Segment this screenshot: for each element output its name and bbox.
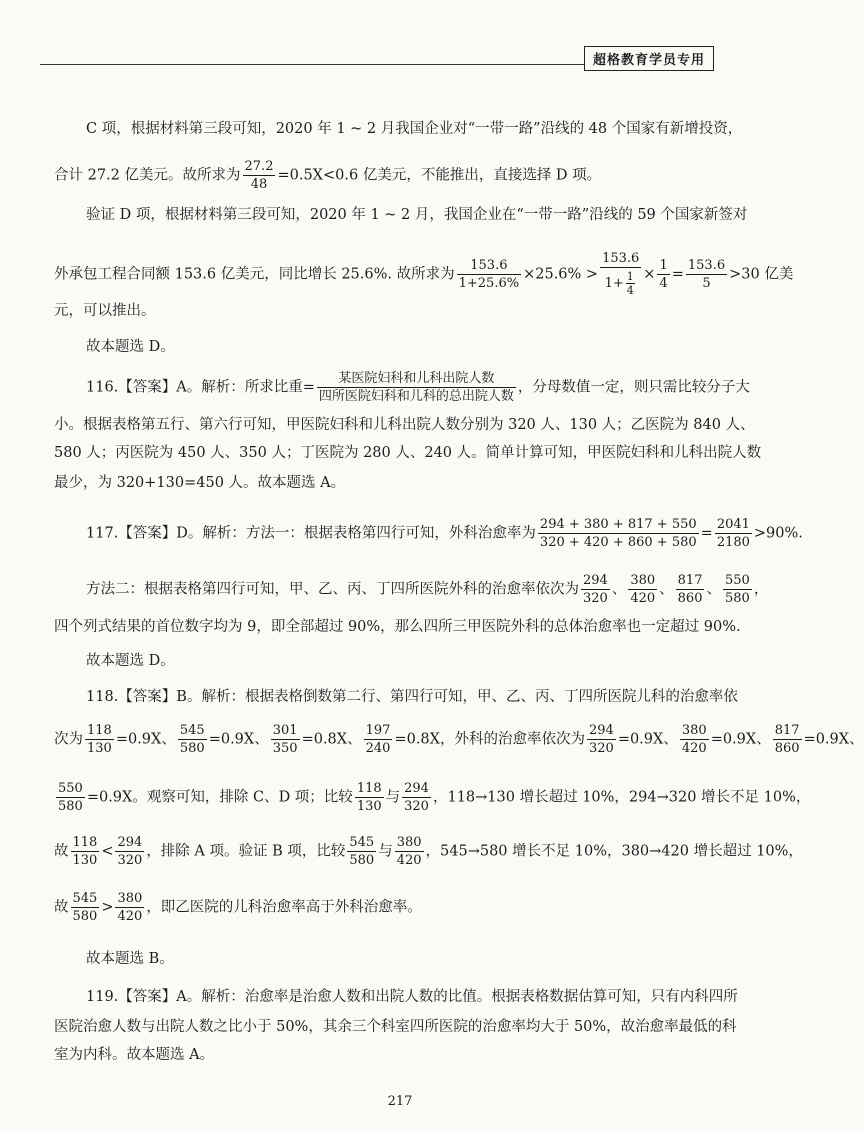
fraction: $\frac{153.6}{5}$ bbox=[687, 258, 726, 291]
paragraph-line: 580 人；丙医院为 450 人、350 人；丁医院为 280 人、240 人。简单计算可知，甲医院妇科和儿科出院人数 bbox=[54, 445, 762, 461]
paragraph-line: $\frac{550}{580}$ =0.9X。观察可知，排除 C、D 项；比较 $\frac{118}{130}$ 与 $\frac{294}{320}$ ，118→130 增长超过 10%，294→320 增长不足 10%， bbox=[58, 781, 811, 814]
paragraph-line: 故本题选 B。 bbox=[86, 951, 174, 967]
paragraph-line: 最少，为 320+130=450 人。故本题选 A。 bbox=[54, 475, 346, 491]
paragraph-line: 故 $\frac{118}{130}$ < $\frac{294}{320}$ ，排除 A 项。验证 B 项，比较 $\frac{545}{580}$ 与 $\frac{380}{420}$ ，545→580 增长不足 10%，380→420 增长超过 10%， bbox=[54, 835, 803, 868]
paragraph-line: 元，可以推出。 bbox=[54, 303, 156, 319]
answer-118: 118.【答案】B。解析：根据表格倒数第二行、第四行可知，甲、乙、丙、丁四所医院儿科的治愈率依 bbox=[86, 689, 738, 705]
header-badge: 超格教育学员专用 bbox=[584, 46, 714, 71]
fraction: $\frac{27.2}{48}$ bbox=[244, 159, 274, 192]
paragraph-line: C 项，根据材料第三段可知，2020 年 1 ~ 2 月我国企业对“一带一路”沿线的 48 个国家有新增投资， bbox=[86, 121, 743, 137]
paragraph-line: 故本题选 D。 bbox=[86, 339, 175, 355]
fraction: $\frac{2041}{2180}$ bbox=[716, 517, 750, 550]
paragraph-line: 故本题选 D。 bbox=[86, 653, 175, 669]
paragraph-line: 医院治愈人数与出院人数之比小于 50%，其余三个科室四所医院的治愈率均大于 50%，故治愈率最低的科 bbox=[54, 1019, 737, 1035]
fraction: $\frac{1}{4}$ bbox=[659, 258, 668, 291]
answer-119: 119.【答案】A。解析：治愈率是治愈人数和出院人数的比值。根据表格数据估算可知，只有内科四所 bbox=[86, 989, 738, 1005]
paragraph-line: 室为内科。故本题选 A。 bbox=[54, 1047, 215, 1063]
paragraph-line: 外承包工程合同额 153.6 亿美元，同比增长 25.6%. 故所求为 $\frac{153.6}{1+25.6\%}$ ×25.6% > 153.6 1+ $\frac{1}{4}$ × $\frac{1}{4}$ = $\frac{153.6}{5}$ >30 亿美 bbox=[54, 251, 794, 297]
fraction: $\frac{\text{某医院妇科和儿科出院人数}}{\text{四所医院妇科和儿科的总出院人数}}$ bbox=[318, 371, 514, 404]
paragraph-line: 四个列式结果的首位数字均为 9，即全部超过 90%，那么四所三甲医院外科的总体治愈率也一定超过 90%. bbox=[54, 619, 741, 635]
fraction: $\frac{294 + 380 + 817 + 550}{320 + 420 + 860 + 580}$ bbox=[539, 517, 697, 550]
paragraph-line: 小。根据表格第五行、第六行可知，甲医院妇科和儿科出院人数分别为 320 人、130 人；乙医院为 840 人、 bbox=[54, 417, 755, 433]
page-number: 217 bbox=[387, 1094, 413, 1109]
paragraph-line: 次为 $\frac{118}{130}$ =0.9X、 $\frac{545}{580}$ =0.9X、 $\frac{301}{350}$ =0.8X、 $\frac{197}{240}$ =0.8X，外科的治愈率依次为 $\frac{294}{320}$ =0.9X、 $\frac{380}{420}$ =0.9X、 $\frac{817}{860}$ =0.9X、 bbox=[54, 723, 864, 756]
fraction: $\frac{153.6}{1+25.6\%}$ bbox=[458, 258, 520, 291]
answer-116: 116.【答案】A。解析：所求比重= $\frac{\text{某医院妇科和儿科出院人数}}{\text{四所医院妇科和儿科的总出院人数}}$ ，分母数值一定，则只需比较分子大 bbox=[86, 371, 750, 404]
paragraph-line: 故 $\frac{545}{580}$ > $\frac{380}{420}$ ，即乙医院的儿科治愈率高于外科治愈率。 bbox=[54, 891, 422, 924]
paragraph-line: 合计 27.2 亿美元。故所求为 $\frac{27.2}{48}$ =0.5X<0.6 亿美元，不能推出，直接选择 D 项。 bbox=[54, 159, 602, 192]
answer-117: 117.【答案】D。解析：方法一：根据表格第四行可知，外科治愈率为 $\frac{294 + 380 + 817 + 550}{320 + 420 + 860 + 580}$ = $\frac{2041}{2180}$ >90%. bbox=[86, 517, 803, 550]
paragraph-line: 方法二：根据表格第四行可知，甲、乙、丙、丁四所医院外科的治愈率依次为 $\frac{294}{320}$ 、 $\frac{380}{420}$ 、 $\frac{817}{860}$ 、 $\frac{550}{580}$ ， bbox=[86, 573, 769, 606]
fraction: 153.6 1+ $\frac{1}{4}$ bbox=[602, 251, 640, 297]
paragraph-line: 验证 D 项，根据材料第三段可知，2020 年 1 ~ 2 月，我国企业在“一带一路”沿线的 59 个国家新签对 bbox=[86, 207, 748, 223]
